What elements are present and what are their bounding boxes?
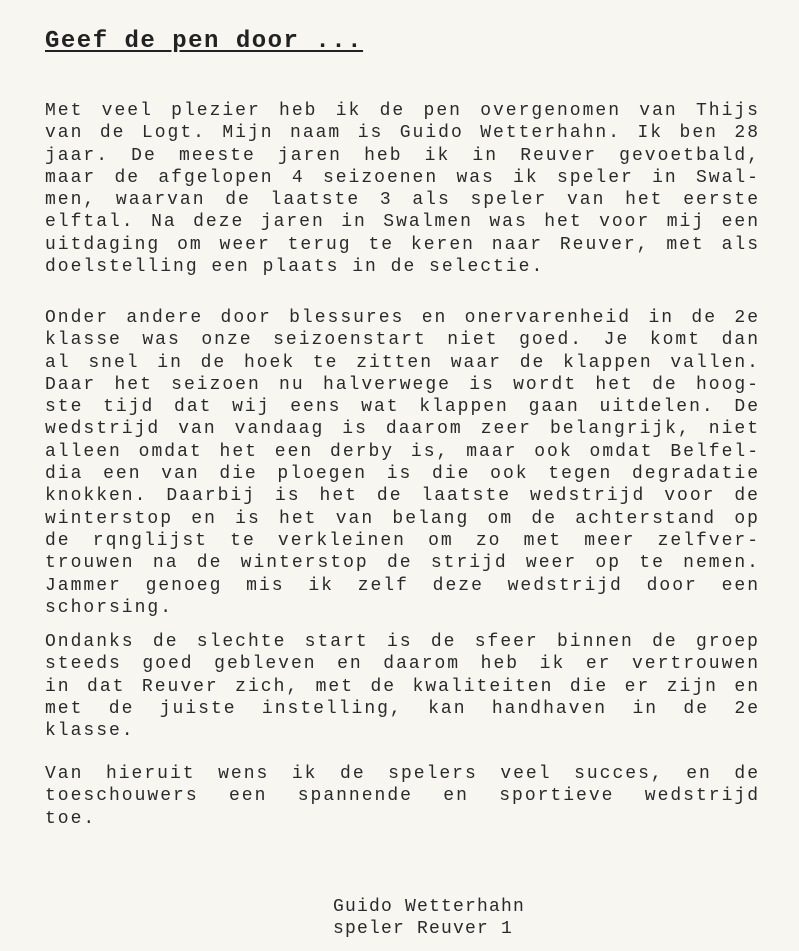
- text-line: doelstelling een plaats in de selectie.: [45, 257, 545, 278]
- signature-name: Guido Wetterhahn: [333, 897, 526, 917]
- text-line: uitdaging om weer terug te keren naar Reuver, met als: [45, 234, 760, 255]
- text-line: Van hieruit wens ik de spelers veel succes, en de: [45, 764, 760, 784]
- paragraph-2: [45, 307, 760, 619]
- text-line: toe.: [45, 808, 97, 829]
- text-line: Ondanks de slechte start is de sfeer binnen de groep: [45, 632, 760, 652]
- text-line: Jammer genoeg mis ik zelf deze wedstrijd door een: [45, 575, 760, 596]
- text-line: in dat Reuver zich, met de kwaliteiten die er zijn en: [45, 676, 760, 697]
- paragraph-3: [45, 631, 760, 742]
- text-line: klasse.: [45, 721, 135, 742]
- text-line: knokken. Daarbij is het de laatste wedstrijd voor de: [45, 486, 760, 507]
- signature-role: speler Reuver 1: [333, 919, 514, 939]
- page-title: Geef de pen door ...: [45, 28, 364, 55]
- text-line: van de Logt. Mijn naam is Guido Wetterhahn. Ik ben 28: [45, 123, 760, 144]
- text-line: Daar het seizoen nu halverwege is wordt het de hoog-: [45, 374, 760, 395]
- paragraph-1: [45, 100, 760, 278]
- text-line: al snel in de hoek te zitten waar de klappen vallen.: [45, 352, 760, 373]
- text-line: Met veel plezier heb ik de pen overgenomen van Thijs: [45, 101, 760, 121]
- text-line: met de juiste instelling, kan handhaven in de 2e: [45, 698, 760, 719]
- text-line: schorsing.: [45, 597, 174, 618]
- text-line: ste tijd dat wij eens wat klappen gaan uitdelen. De: [45, 397, 760, 418]
- text-line: wedstrijd van vandaag is daarom zeer belangrijk, niet: [45, 419, 760, 440]
- text-line: elftal. Na deze jaren in Swalmen was het voor mij een: [45, 212, 760, 233]
- paragraph-4: [45, 763, 760, 830]
- text-line: men, waarvan de laatste 3 als speler van het eerste: [45, 190, 760, 211]
- text-line: Onder andere door blessures en onervarenheid in de 2e: [45, 308, 760, 328]
- text-line: jaar. De meeste jaren heb ik in Reuver gevoetbald,: [45, 145, 760, 166]
- text-line: toeschouwers een spannende en sportieve wedstrijd: [45, 786, 760, 807]
- text-line: trouwen na de winterstop de strijd weer op te nemen.: [45, 553, 760, 574]
- text-line: klasse was onze seizoenstart niet goed. Je komt dan: [45, 330, 760, 351]
- signature: [333, 896, 525, 940]
- text-line: winterstop en is het van belang om de achterstand op: [45, 508, 760, 529]
- text-line: maar de afgelopen 4 seizoenen was ik speler in Swal-: [45, 167, 760, 188]
- text-line: de rqnglijst te verkleinen om zo met meer zelfver-: [45, 530, 760, 551]
- text-line: alleen omdat het een derby is, maar ook omdat Belfel-: [45, 441, 760, 462]
- text-line: dia een van die ploegen is die ook tegen degradatie: [45, 464, 760, 485]
- text-line: steeds goed gebleven en daarom heb ik er vertrouwen: [45, 654, 760, 675]
